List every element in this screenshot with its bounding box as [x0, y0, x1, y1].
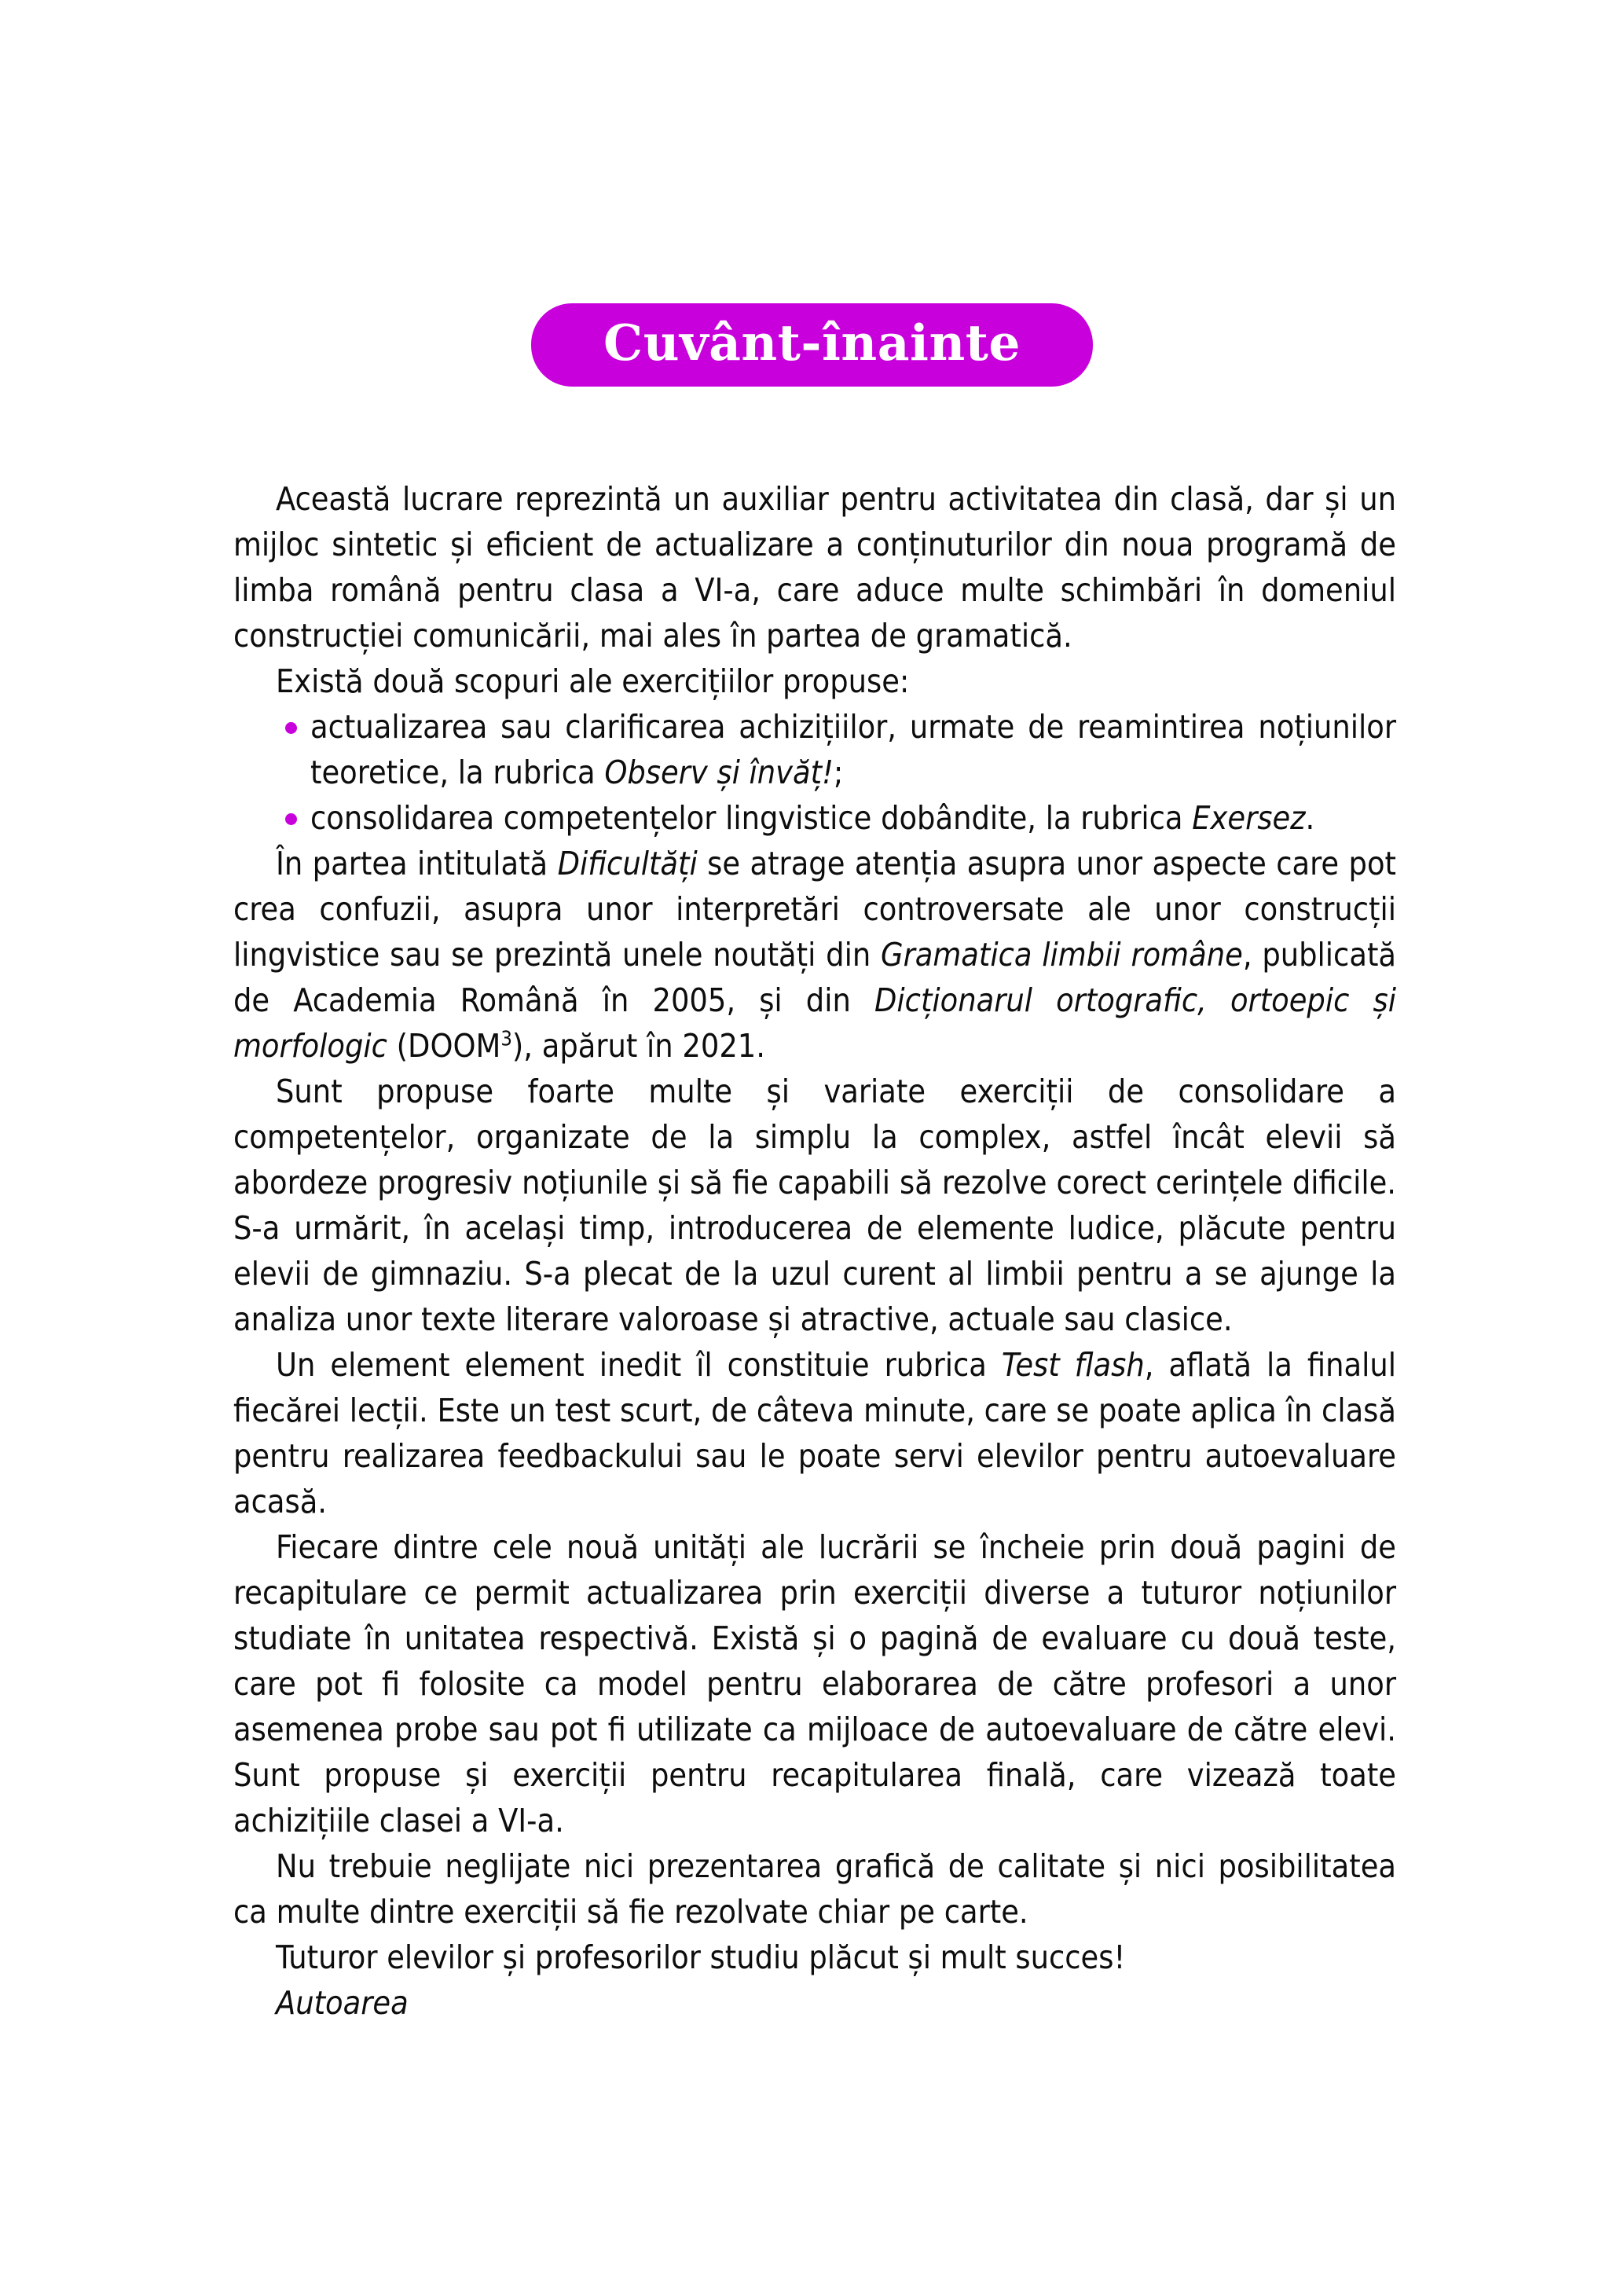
paragraph-3 [233, 841, 1396, 1069]
paragraph-3-text-part-4: (DOOM [387, 1027, 501, 1065]
title-pill [531, 303, 1093, 387]
list-item-text-part-1: actualizarea sau clarificarea achizițiilor, urmate de reamintirea noțiunilor teoretice, la rubrica [310, 708, 1396, 791]
paragraph-5 [233, 1342, 1396, 1524]
paragraph-3-text-part-2: se atrage atenția asupra unor aspecte care pot crea confuzii, asupra unor interpretări controversate ale unor construcții lingvistice sau se prezintă unele noutăți din [233, 845, 1396, 974]
bullet-dot-icon [285, 813, 297, 825]
paragraph-7: Nu trebuie neglijate nici prezentarea grafică de calitate și nici posibilitatea ca multe dintre exerciții să fie rezolvate chiar pe carte. [233, 1847, 1396, 1931]
list-item-text-part-1: consolidarea competențelor lingvistice dobândite, la rubrica [310, 799, 1193, 837]
book-title-gramatica: Gramatica limbii române [881, 936, 1243, 974]
doom-superscript: 3 [500, 1026, 512, 1051]
page-title: Cuvânt-înainte [603, 314, 1021, 372]
paragraph-5-text-part-1: Un element element inedit îl constituie rubrica [276, 1346, 1002, 1384]
paragraph-2: Există două scopuri ale exercițiilor propuse: [276, 662, 910, 700]
page-title-container [0, 303, 1624, 387]
paragraph-3-text-part-1: În partea intitulată [276, 845, 558, 882]
section-title-dificultati: Dificultăți [557, 845, 698, 882]
author-signature: Autoarea [276, 1984, 409, 2022]
paragraph-6: Fiecare dintre cele nouă unități ale lucrării se încheie prin două pagini de recapitulare ce permit actualizarea prin exerciții diverse a tuturor noțiunilor studiate în unitatea respectivă. Există și o pagină de evaluare cu două teste, care pot fi folosite ca model pentru elaborarea de către profesori a unor asemenea probe sau pot fi utilizate ca mijloace de autoevaluare de către elevi. Sunt propuse și exerciții pentru recapitularea finală, care vizează toate achizițiile clasei a VI-a. [233, 1528, 1396, 1839]
list-item-text-part-2: ; [833, 754, 844, 791]
list-item [233, 795, 1396, 841]
list-item-rubric-title: Observ și învăț! [604, 754, 834, 791]
paragraph-3-text-part-5: ), apărut în 2021. [511, 1027, 765, 1065]
list-item-rubric-title: Exersez [1192, 799, 1306, 837]
paragraph-1: Această lucrare reprezintă un auxiliar pentru activitatea din clasă, dar și un mijloc sintetic și eficient de actualizare a conținuturilor din noua programă de limba română pentru clasa a VI-a, care aduce multe schimbări în domeniul construcției comunicării, mai ales în partea de gramatică. [233, 480, 1396, 655]
rubric-title-test-flash: Test flash [1001, 1346, 1145, 1384]
paragraph-8: Tuturor elevilor și profesorilor studiu plăcut și mult succes! [276, 1938, 1126, 1976]
paragraph-5-text-part-2: , aflată la finalul fiecărei lecții. Este un test scurt, de câteva minute, care se poate aplica în clasă pentru realizarea feedbackului sau le poate servi elevilor pentru autoevaluare acasă. [233, 1346, 1396, 1520]
paragraph-4: Sunt propuse foarte multe și variate exerciții de consolidare a competențelor, organizate de la simplu la complex, astfel încât elevii să abordeze progresiv noțiunile și să fie capabili să rezolve corect cerințele dificile. S-a urmărit, în același timp, introducerea de elemente ludice, plăcute pentru elevii de gimnaziu. S-a plecat de la uzul curent al limbii pentru a se ajunge la analiza unor texte literare valoroase și atractive, actuale sau clasice. [233, 1073, 1396, 1338]
bullet-dot-icon [285, 722, 297, 734]
list-item-text-part-2: . [1305, 799, 1315, 837]
list-item [233, 704, 1396, 795]
purpose-list [233, 704, 1396, 841]
paragraph-3-text-part-3: , publicată de Academia Română în 2005, și din [233, 936, 1396, 1019]
book-title-dictionarul: Dicționarul ortografic, ortoepic și morfologic [233, 981, 1396, 1065]
body-text-block [233, 476, 1396, 2026]
